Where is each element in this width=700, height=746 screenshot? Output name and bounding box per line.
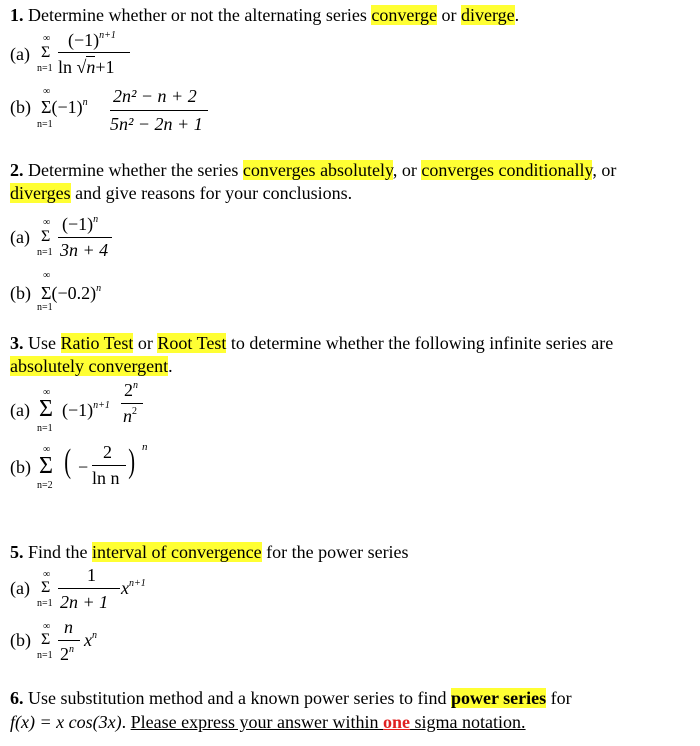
- fraction-bar: [58, 588, 120, 589]
- q3-heading: 3. Use Ratio Test or Root Test to determine whether the following infinite series are: [10, 333, 614, 353]
- fraction-bar: [58, 640, 80, 641]
- q1a-denominator: ln √n+1: [58, 57, 115, 77]
- fraction-bar: [92, 465, 126, 466]
- fraction-bar: [110, 110, 208, 111]
- emphasis-one: one: [383, 712, 411, 732]
- sigma-icon: Σ: [39, 453, 53, 479]
- sigma-icon: Σ: [41, 228, 51, 245]
- q1-highlight-converge: converge: [371, 5, 438, 25]
- function-expression: f(x) = x cos(3x): [10, 712, 122, 732]
- q1-highlight-diverge: diverge: [461, 5, 515, 25]
- q6-heading: 6. Use substitution method and a known power series to find power series for: [10, 688, 572, 708]
- sigma-icon: Σ: [41, 44, 51, 61]
- fraction-bar: [121, 403, 143, 404]
- q6-line2: f(x) = x cos(3x). Please express your answer within one sigma notation.: [10, 712, 526, 732]
- q1b-numerator: 2n² − n + 2: [113, 86, 197, 106]
- fraction-bar: [58, 52, 130, 53]
- q5-heading: 5. Find the interval of convergence for the power series: [10, 542, 409, 562]
- sigma-icon: Σ: [41, 631, 51, 648]
- q1-number: 1.: [10, 5, 24, 25]
- q1a-numerator: $(-1)^{n+1}$: [68, 30, 116, 50]
- sigma-icon: Σ: [41, 579, 51, 596]
- sigma-icon: Σ: [39, 396, 53, 422]
- q2-heading: 2. Determine whether the series converges absolutely, or converges conditionally, or: [10, 160, 617, 180]
- q1b-denominator: 5n² − 2n + 1: [110, 114, 203, 134]
- fraction-bar: [58, 237, 112, 238]
- q1-heading: 1. Determine whether or not the alternating series converge or diverge.: [10, 5, 520, 25]
- q3-heading-line2: absolutely convergent.: [10, 356, 173, 376]
- q2-heading-line2: diverges and give reasons for your conclusions.: [10, 183, 353, 203]
